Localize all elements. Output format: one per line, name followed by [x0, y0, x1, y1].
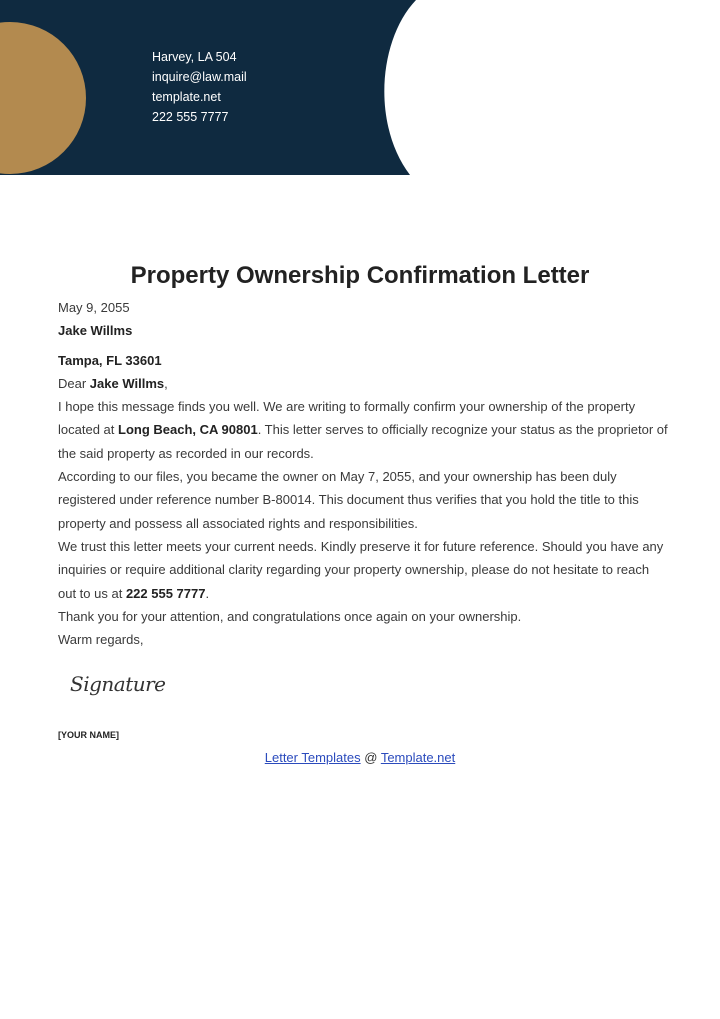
recipient-city: Tampa, FL 33601 — [58, 352, 162, 368]
your-name-placeholder: [YOUR NAME] — [58, 730, 119, 740]
contact-website: template.net — [152, 90, 221, 104]
footer — [0, 750, 720, 765]
salutation — [58, 372, 668, 395]
contact-address: Harvey, LA 504 — [152, 50, 237, 64]
letterhead-banner — [0, 0, 720, 175]
paragraph-3-text-b: . — [205, 585, 210, 601]
paragraph-1 — [58, 395, 668, 465]
template-net-link[interactable]: Template.net — [380, 750, 456, 765]
contact-phone: 222 555 7777 — [152, 110, 229, 124]
letter-title: Property Ownership Confirmation Letter — [130, 262, 590, 289]
paragraph-4: Thank you for your attention, and congratulations once again on your ownership. — [58, 608, 522, 624]
salutation-name: Jake Willms — [89, 375, 165, 391]
paragraph-3 — [58, 535, 668, 605]
letter-body — [58, 296, 668, 651]
contact-email: inquire@law.mail — [152, 70, 247, 84]
salutation-prefix: Dear — [58, 375, 90, 391]
contact-info — [152, 47, 247, 127]
contact-phone-inline: 222 555 7777 — [125, 585, 206, 601]
property-location: Long Beach, CA 90801 — [118, 422, 258, 438]
paragraph-1-text-a: I hope this message finds you well. We are writing to formally confirm your ownership of the property located at — [58, 399, 636, 438]
salutation-suffix: , — [164, 375, 168, 391]
footer-separator: @ — [360, 750, 381, 765]
letterhead-graphic — [0, 0, 720, 175]
paragraph-2: According to our files, you became the owner on May 7, 2055, and your ownership has been duly registered under reference number B-80014. This document thus verifies that you hold the title to this property and possess all associated rights and responsibilities. — [58, 469, 639, 531]
closing: Warm regards, — [58, 632, 144, 648]
recipient-name: Jake Willms — [58, 323, 133, 339]
letter-templates-link[interactable]: Letter Templates — [264, 750, 361, 765]
paragraph-1-text-b: . This letter serves to officially recognize your status as the proprietor of the said property as recorded in our records. — [58, 422, 668, 461]
paragraph-3-text-a: We trust this letter meets your current needs. Kindly preserve it for future reference. Should you have any inquiries or require additional clarity regarding your property ownership, please do not hesitate to reach out to us at — [58, 538, 664, 601]
signature: Signature — [70, 672, 166, 696]
letter-date: May 9, 2055 — [58, 300, 130, 315]
